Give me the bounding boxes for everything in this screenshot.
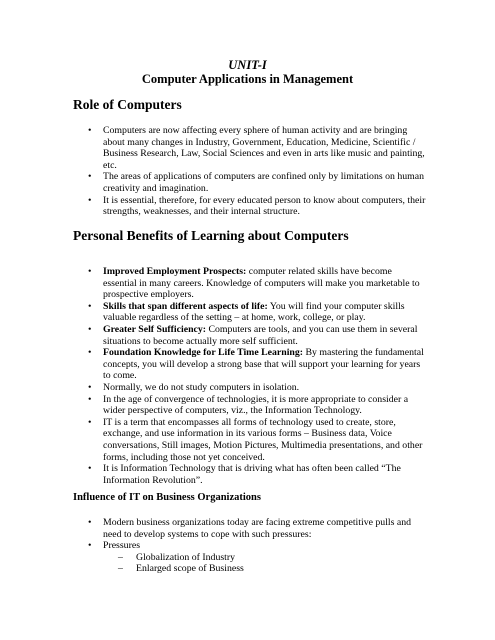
bullet-icon: •	[88, 416, 92, 428]
list-item-text: It is Information Technology that is driving what has often been called “The Information Revolution”.	[103, 463, 401, 486]
list-item	[88, 517, 428, 540]
list-item-text: Normally, we do not study computers in isolation.	[103, 381, 300, 393]
bullet-icon: •	[88, 381, 92, 393]
list-item	[88, 324, 428, 347]
list-item	[88, 171, 428, 194]
list-item-text: computer related skills have become essential in many careers. Knowledge of computers will make you marketable to prospective employers.	[103, 266, 420, 301]
bullet-icon: •	[88, 323, 92, 335]
bullet-icon: •	[88, 171, 92, 183]
bullet-icon: •	[88, 517, 92, 528]
list-item-bold: Greater Self Sufficiency:	[103, 323, 207, 335]
bullet-icon: •	[88, 463, 92, 475]
list-item	[88, 347, 428, 382]
list-item	[88, 382, 428, 394]
personal-benefits-list	[88, 266, 428, 486]
list-item-bold: Improved Employment Prospects:	[103, 266, 247, 277]
section-heading-personal-benefits: Personal Benefits of Learning about Computers	[73, 228, 349, 243]
list-item-text: In the age of convergence of technologies, it is more appropriate to consider a wider perspective of computers, viz., the Information Technology.	[103, 393, 409, 417]
unit-label: UNIT-I	[228, 58, 267, 72]
bullet-icon: •	[88, 300, 92, 312]
sub-list-item	[118, 563, 428, 575]
list-item	[88, 301, 428, 324]
sub-list-item-text: Enlarged scope of Business	[136, 563, 244, 575]
list-item-text: Modern business organizations today are facing extreme competitive pulls and need to develop systems to cope with such pressures:	[103, 517, 412, 540]
sub-list-item-text: Globalization of Industry	[136, 551, 236, 563]
bullet-icon: •	[88, 266, 92, 277]
influence-of-it-list	[88, 517, 428, 575]
bullet-icon: •	[88, 194, 92, 206]
list-item	[88, 463, 428, 486]
list-item-text: Pressures	[103, 540, 141, 552]
section-heading-influence-of-it: Influence of IT on Business Organizations	[73, 492, 261, 503]
list-item-text: IT is a term that encompasses all forms of technology used to create, store, exchange, and use information in its various forms – Business data, Voice conversations, Still images, Motion Pictures, Multimedia presentations, and other forms, including those not yet conceived.	[103, 416, 423, 463]
list-item-text: Computers are now affecting every sphere of human activity and are bringing about many changes in Industry, Government, Education, Medicine, Scientific / Business Research, Law, Social Sciences and even in arts like music and painting, etc.	[103, 125, 425, 171]
list-item	[88, 540, 428, 575]
pressures-sublist	[103, 552, 428, 575]
bullet-icon: •	[88, 347, 92, 359]
list-item-text: Computers are tools, and you can use them in several situations to become actually more self sufficient.	[103, 323, 418, 347]
list-item-text: It is essential, therefore, for every educated person to know about computers, their strengths, weaknesses, and their internal structure.	[103, 194, 426, 218]
list-item	[88, 195, 428, 218]
list-item-text: The areas of applications of computers are confined only by limitations on human creativity and imagination.	[103, 171, 425, 194]
sub-list-item	[118, 552, 428, 564]
document-title: Computer Applications in Management	[141, 72, 354, 86]
dash-icon: –	[118, 551, 123, 563]
list-item-bold: Foundation Knowledge for Life Time Learning:	[103, 347, 304, 359]
list-item-text: You will find your computer skills valuable regardless of the setting – at home, work, college, or play.	[103, 300, 405, 324]
list-item	[88, 125, 428, 171]
bullet-icon: •	[88, 393, 92, 405]
list-item	[88, 266, 428, 301]
list-item	[88, 394, 428, 417]
list-item-text: By mastering the fundamental concepts, you will develop a strong base that will support your learning for years to come.	[103, 347, 424, 382]
role-of-computers-list	[88, 125, 428, 218]
list-item	[88, 417, 428, 463]
section-heading-role-of-computers: Role of Computers	[73, 97, 182, 112]
bullet-icon: •	[88, 125, 92, 136]
dash-icon: –	[118, 563, 123, 575]
list-item-bold: Skills that span different aspects of life:	[103, 300, 268, 312]
bullet-icon: •	[88, 540, 92, 552]
